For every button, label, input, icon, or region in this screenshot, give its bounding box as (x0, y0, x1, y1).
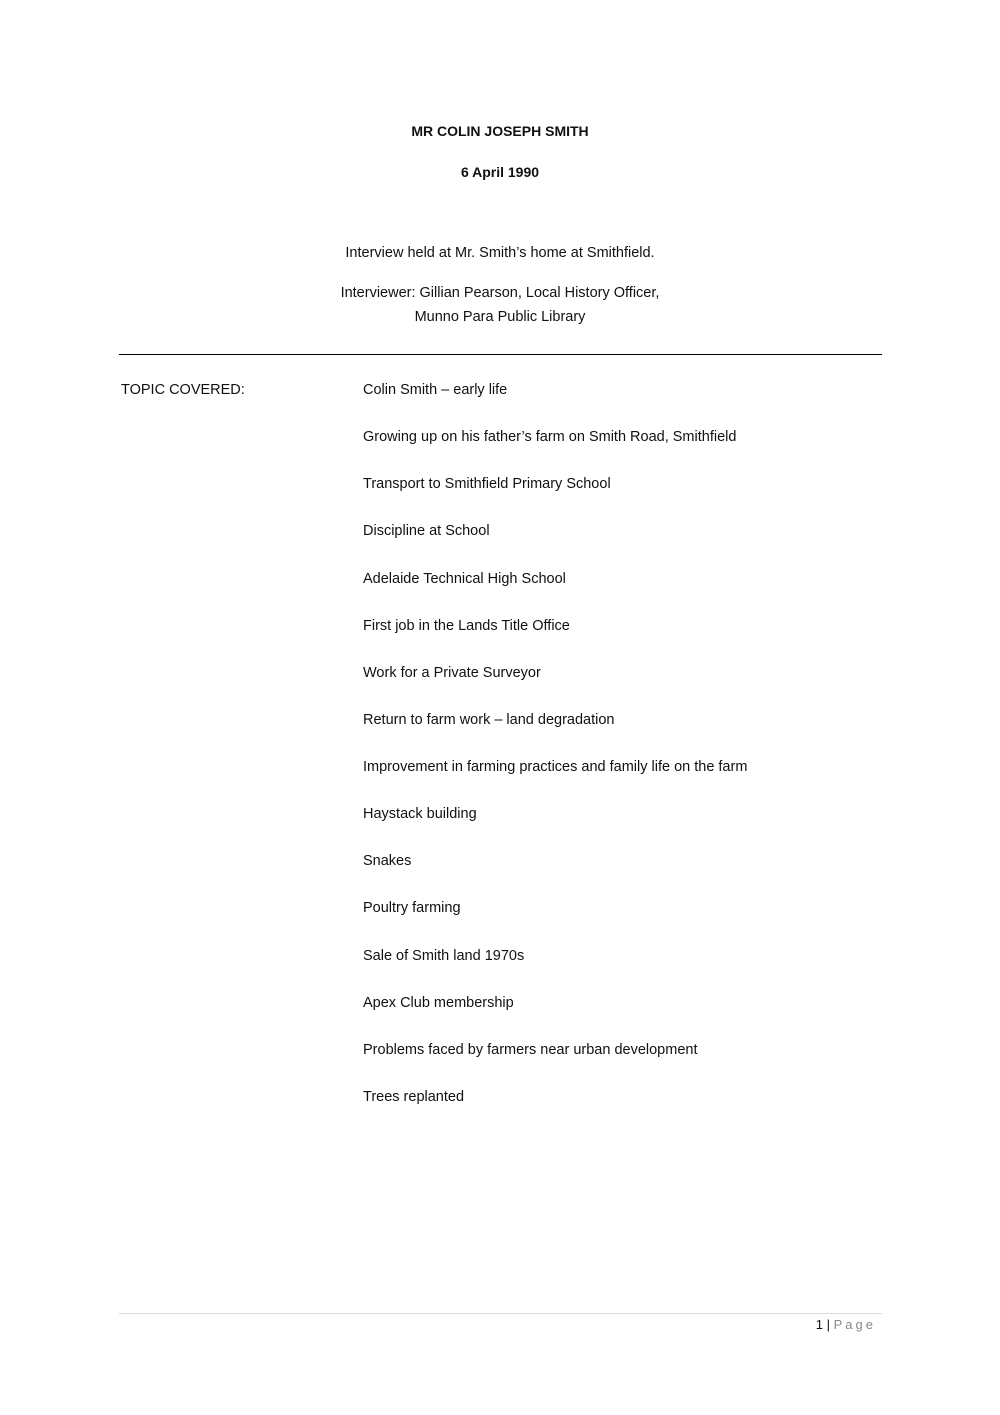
divider (119, 354, 882, 355)
topic-item: First job in the Lands Title Office (363, 617, 570, 634)
topic-item: Poultry farming (363, 900, 461, 917)
footer-separator: | (826, 1317, 830, 1332)
interview-date: 6 April 1990 (460, 164, 540, 180)
footer-divider (119, 1313, 882, 1314)
topic-item: Discipline at School (363, 523, 490, 540)
topic-item: Apex Club membership (363, 994, 514, 1011)
topics-label: TOPIC COVERED: (121, 382, 245, 398)
topic-item: Adelaide Technical High School (363, 570, 566, 587)
topic-item: Problems faced by farmers near urban development (363, 1041, 698, 1058)
topic-item: Work for a Private Surveyor (363, 664, 541, 681)
interviewer-line-2: Munno Para Public Library (414, 309, 586, 325)
interview-location: Interview held at Mr. Smith’s home at Smithfield. (345, 245, 655, 261)
topic-item: Transport to Smithfield Primary School (363, 476, 611, 493)
page-label: Page (833, 1317, 876, 1332)
page-footer (816, 1317, 876, 1332)
interviewee-name: MR COLIN JOSEPH SMITH (411, 123, 589, 139)
page-number: 1 (815, 1317, 823, 1332)
topic-item: Growing up on his father’s farm on Smith Road, Smithfield (363, 429, 737, 446)
topic-item: Trees replanted (363, 1088, 465, 1105)
topic-item: Colin Smith – early life (363, 382, 508, 398)
topic-item: Improvement in farming practices and family life on the farm (363, 759, 748, 776)
topic-item: Haystack building (363, 806, 477, 823)
interviewer-line-1: Interviewer: Gillian Pearson, Local History Officer, (340, 285, 660, 301)
topic-item: Return to farm work – land degradation (363, 711, 615, 728)
topic-item: Sale of Smith land 1970s (363, 947, 525, 964)
topic-item: Snakes (363, 853, 412, 870)
